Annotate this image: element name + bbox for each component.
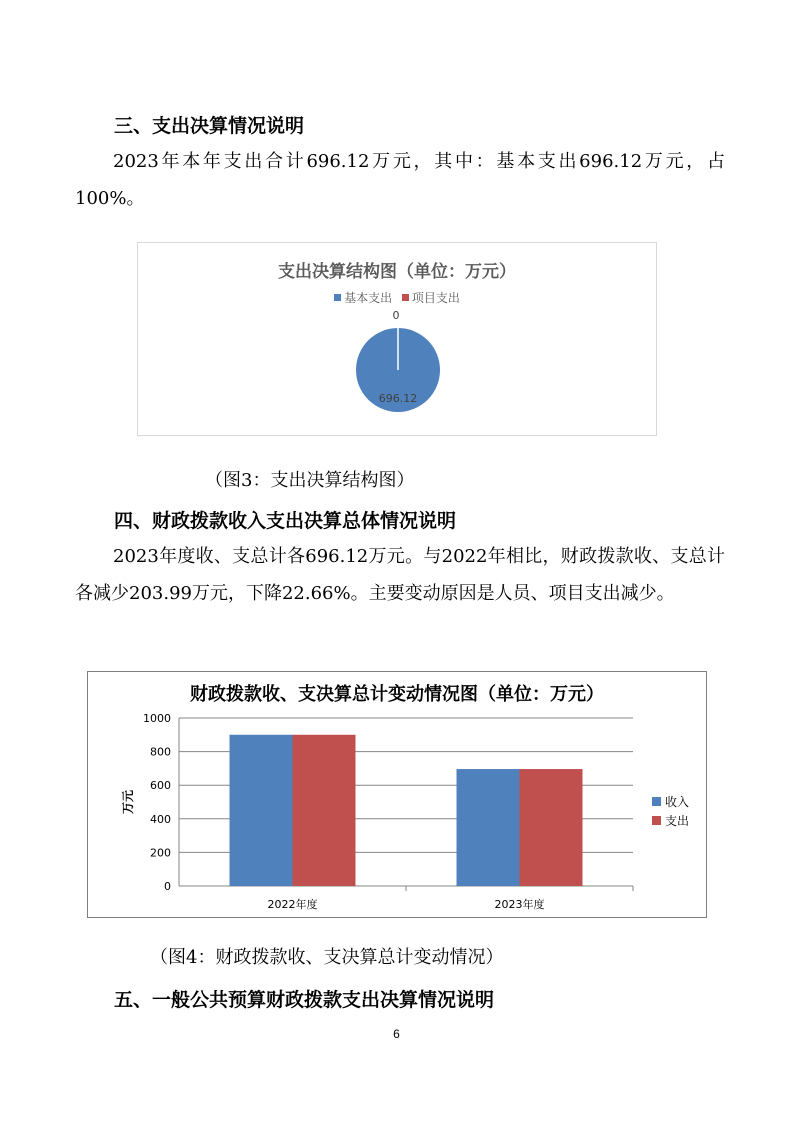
x-tick-label: 2022年度 xyxy=(267,898,318,911)
x-tick-label: 2023年度 xyxy=(494,898,545,911)
figure-caption: （图4：财政拨款收、支决算总计变动情况） xyxy=(150,947,504,968)
legend-label: 项目支出 xyxy=(411,291,460,305)
bar xyxy=(293,735,356,886)
bar xyxy=(457,769,520,886)
pie-plot xyxy=(138,243,658,437)
bar xyxy=(520,769,583,886)
paragraph: 2023年本年支出合计696.12万元，其中：基本支出696.12万元，占100%。 xyxy=(75,151,725,209)
bar xyxy=(230,735,293,886)
pie-chart xyxy=(137,242,657,436)
section-heading: 三、支出决算情况说明 xyxy=(114,115,305,137)
y-tick-label: 200 xyxy=(150,846,171,860)
y-tick-label: 0 xyxy=(164,880,171,893)
legend-swatch xyxy=(652,797,661,806)
chart-title: 支出决算结构图（单位：万元） xyxy=(278,262,516,282)
chart-title: 财政拨款收、支决算总计变动情况图（单位：万元） xyxy=(190,684,604,705)
legend-label: 支出 xyxy=(665,814,690,828)
legend-label: 基本支出 xyxy=(344,291,393,305)
y-tick-label: 1000 xyxy=(143,712,171,725)
page-number: 6 xyxy=(393,1027,400,1041)
paragraph: 2023年度收、支总计各696.12万元。与2022年相比，财政拨款收、支总计各减少203.99万元，下降22.66%。主要变动原因是人员、项目支出减少。 xyxy=(75,546,725,604)
y-axis-title: 万元 xyxy=(121,789,135,815)
data-label: 696.12 xyxy=(378,392,418,405)
section-heading: 五、一般公共预算财政拨款支出决算情况说明 xyxy=(114,989,495,1011)
y-tick-label: 800 xyxy=(150,745,171,759)
legend-swatch xyxy=(652,816,661,825)
legend-item xyxy=(652,793,689,810)
data-label: 0 xyxy=(392,309,400,322)
legend-item xyxy=(652,812,689,829)
legend-label: 收入 xyxy=(665,795,690,809)
section-heading: 四、财政拨款收入支出决算总体情况说明 xyxy=(114,510,457,532)
bar-plot xyxy=(88,672,708,919)
bar-chart xyxy=(87,671,707,918)
y-tick-label: 400 xyxy=(150,812,171,826)
figure-caption: （图3：支出决算结构图） xyxy=(205,470,415,491)
y-tick-label: 600 xyxy=(150,779,171,793)
